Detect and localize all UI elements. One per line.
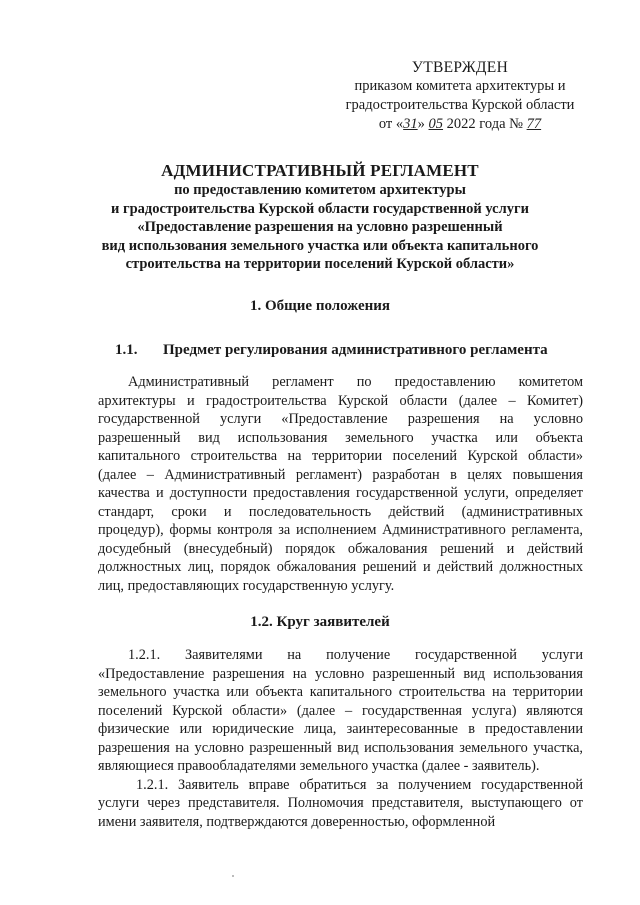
document-subtitle-line: и градостроительства Курской области государственной услуги (111, 200, 529, 217)
scan-speck (232, 875, 234, 877)
subsection-1-1-title: Предмет регулирования административного регламента (163, 342, 548, 358)
date-day: 31 (403, 116, 418, 132)
approval-date-line (330, 115, 590, 134)
document-title-block (40, 160, 600, 274)
subsection-1-1-heading (115, 342, 548, 359)
subsection-1-2-heading: 1.2. Круг заявителей (250, 614, 390, 630)
date-mid-2: 2022 года № (443, 116, 527, 132)
document-subtitle-line: вид использования земельного участка или объекта капитального (101, 237, 539, 254)
order-number: 77 (526, 116, 542, 132)
subsection-1-1-number: 1.1. (115, 342, 138, 358)
paragraph: 1.2.1. Заявитель вправе обратиться за получением государственной услуги через представителя. Полномочия представителя, выступающего от имени заявителя, подтверждаются доверенностью, оформленной (98, 776, 583, 830)
document-subtitle-line: строительства на территории поселений Курской области» (125, 256, 515, 272)
approval-title: УТВЕРЖДЕН (411, 59, 509, 76)
date-mid-1: » (417, 116, 429, 132)
date-prefix: от « (378, 116, 404, 132)
subsection-1-2-body (98, 646, 583, 831)
subsection-1-1-body (98, 373, 583, 595)
document-subtitle-line: по предоставлению комитетом архитектуры (174, 182, 466, 198)
section-1-heading: 1. Общие положения (249, 298, 391, 314)
date-month: 05 (428, 116, 444, 132)
document-subtitle-line: «Предоставление разрешения на условно разрешенный (137, 219, 503, 235)
paragraph: Административный регламент по предоставлению комитетом архитектуры и градостроительства Курской области (далее – Комитет) государственной услуги «Предоставление разрешения на условно разрешенный вид использования земельного участка или объекта капитального строительства на территории поселений Курской области» (далее – Административный регламент) разработан в целях повышения качества и доступности предоставления государственной услуги, определяет стандарт, сроки и последовательность действий (административных процедур), формы контроля за исполнением Административного регламента, досудебный (внесудебный) порядок обжалования решений и действий должностных лиц, порядок обжалования решений и действий должностных лиц, предоставляющих государственную услугу. (98, 374, 583, 594)
approval-stamp (330, 58, 590, 134)
paragraph: 1.2.1. Заявителями на получение государственной услуги «Предоставление разрешения на условно разрешенный вид использования земельного участка или объекта капитального строительства на территории поселений Курской области» (далее – государственная услуга) являются физические или юридические лица, заинтересованные в предоставлении разрешения на условно разрешенный вид использования земельного участка, являющиеся правообладателями земельного участка (далее - заявитель). (98, 647, 583, 774)
document-title: АДМИНИСТРАТИВНЫЙ РЕГЛАМЕНТ (161, 161, 479, 180)
approval-line-2: градостроительства Курской области (345, 97, 575, 113)
approval-line-1: приказом комитета архитектуры и (354, 78, 566, 94)
